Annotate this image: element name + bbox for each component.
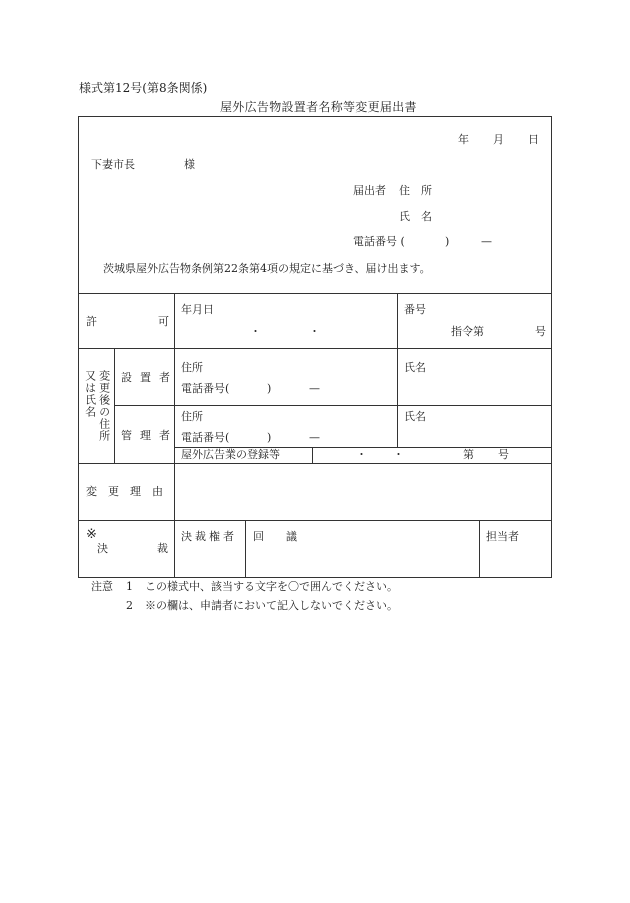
registration-number-suffix: 号 xyxy=(498,448,509,461)
addressee-sama: 様 xyxy=(184,158,195,171)
permit-date-label: 年月日 xyxy=(181,303,214,316)
changed-group-label-1: 変更後の住所 xyxy=(97,370,111,442)
applicant-phone-paren-close: ) xyxy=(445,235,450,248)
date-day-label: 日 xyxy=(528,133,539,146)
registration-dot-2: ・ xyxy=(393,448,404,461)
divider-permit xyxy=(78,348,552,349)
permit-label-right: 可 xyxy=(158,315,169,328)
divider-top xyxy=(78,293,552,294)
installer-phone-paren-close: ) xyxy=(267,382,272,395)
permit-date-dot-1: ・ xyxy=(250,325,261,338)
permit-number-prefix: 指令第 xyxy=(451,325,484,338)
person-in-charge-label: 担当者 xyxy=(486,530,519,543)
changed-group-label-2: 又は氏名 xyxy=(83,370,97,418)
registration-number-prefix: 第 xyxy=(463,448,474,461)
permit-date-dot-2: ・ xyxy=(309,325,320,338)
col-registration-divider xyxy=(312,447,313,463)
divider-installer xyxy=(114,405,552,406)
manager-phone-label: 電話番号( xyxy=(181,431,230,444)
manager-phone-dash: — xyxy=(309,431,320,444)
applicant-address-label: 住 所 xyxy=(399,184,432,197)
divider-reason xyxy=(78,520,552,521)
applicant-label: 届出者 xyxy=(353,184,386,197)
date-year-label: 年 xyxy=(458,133,469,146)
registration-label: 屋外広告業の登録等 xyxy=(181,448,280,461)
permit-number-suffix: 号 xyxy=(535,325,546,338)
decision-mark: ※ xyxy=(86,527,97,542)
installer-name-label: 氏名 xyxy=(404,361,426,374)
form-frame xyxy=(78,116,552,578)
permit-number-label: 番号 xyxy=(404,303,426,316)
registration-dot-1: ・ xyxy=(356,448,367,461)
installer-address-label: 住所 xyxy=(181,361,203,374)
notes-prefix: 注意 xyxy=(91,580,113,593)
form-number: 様式第12号(第8条関係) xyxy=(79,81,208,95)
divider-registration xyxy=(78,463,552,464)
reason-label: 変更理由 xyxy=(86,485,174,498)
col-circulation-divider xyxy=(479,520,480,578)
note-2-text: ※の欄は、申請者において記入しないでください。 xyxy=(145,599,398,612)
decision-label-left: 決 xyxy=(97,542,108,555)
applicant-phone-dash: — xyxy=(481,235,492,248)
addressee-mayor: 下妻市長 xyxy=(91,158,135,171)
form-title: 屋外広告物設置者名称等変更届出書 xyxy=(220,100,417,114)
circulation-label: 回 議 xyxy=(253,530,297,543)
date-month-label: 月 xyxy=(493,133,504,146)
installer-label: 設置者 xyxy=(121,371,178,384)
col-authority-divider xyxy=(245,520,246,578)
declaration-text: 茨城県屋外広告物条例第22条第4項の規定に基づき、届け出ます。 xyxy=(103,262,431,275)
applicant-name-label: 氏 名 xyxy=(399,210,432,223)
authority-label: 決裁権者 xyxy=(181,530,237,543)
note-2-number: 2 xyxy=(126,599,133,612)
manager-address-label: 住所 xyxy=(181,410,203,423)
permit-label-left: 許 xyxy=(86,315,97,328)
manager-label: 管理者 xyxy=(121,429,178,442)
note-1-text: この様式中、該当する文字を〇で囲んでください。 xyxy=(145,580,398,593)
manager-phone-paren-close: ) xyxy=(267,431,272,444)
decision-label-right: 裁 xyxy=(157,542,168,555)
manager-name-label: 氏名 xyxy=(404,410,426,423)
col-name-divider xyxy=(397,293,398,447)
col-group-divider xyxy=(114,348,115,463)
installer-phone-label: 電話番号( xyxy=(181,382,230,395)
installer-phone-dash: — xyxy=(309,382,320,395)
note-1-number: 1 xyxy=(126,580,133,593)
applicant-phone-label: 電話番号 ( xyxy=(353,235,405,248)
